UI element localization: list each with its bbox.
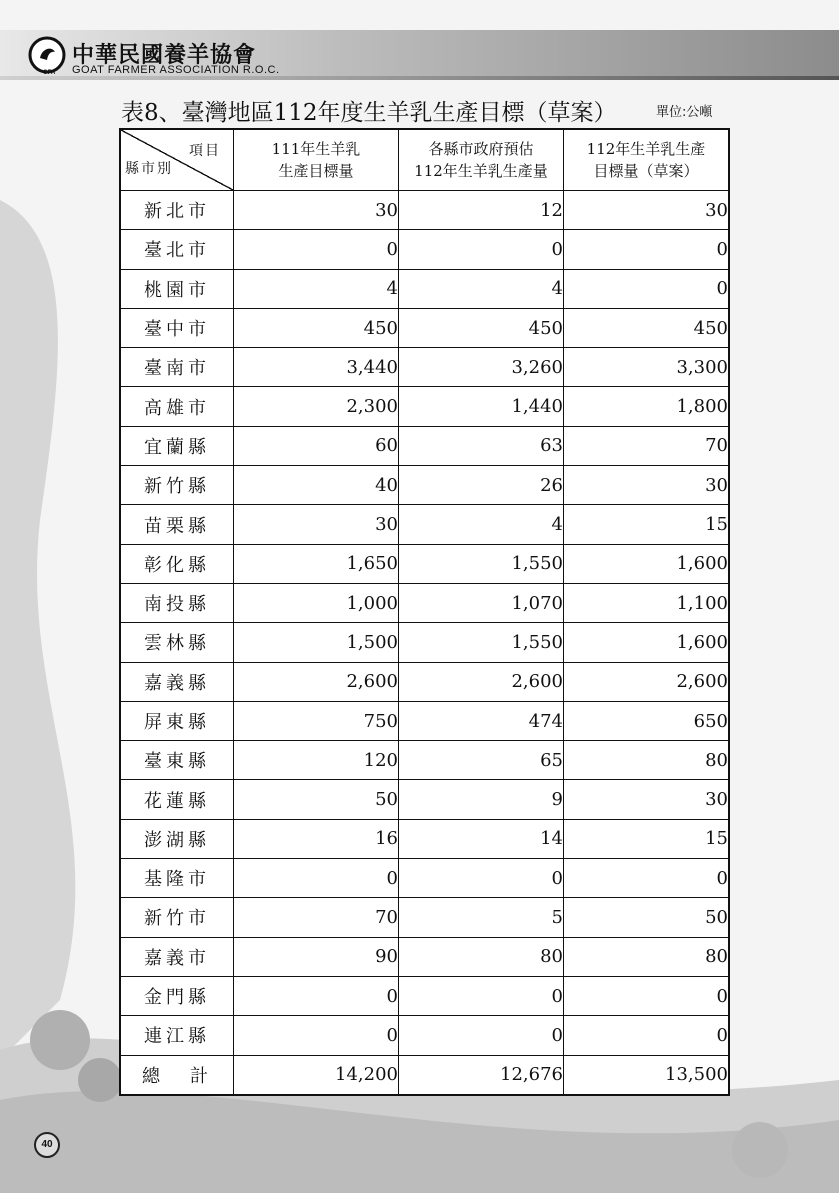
target-112-cell: 0: [564, 230, 730, 269]
table-row: [120, 466, 729, 505]
table-row: [120, 426, 729, 465]
estimate-112-cell: 63: [399, 426, 564, 465]
target-111-cell: 90: [234, 937, 399, 976]
target-112-cell: 30: [564, 191, 730, 230]
table-row: [120, 191, 729, 230]
target-112-cell: 2,600: [564, 662, 730, 701]
target-112-cell: 0: [564, 976, 730, 1015]
target-112-cell: 0: [564, 859, 730, 898]
table-row: [120, 583, 729, 622]
column-header-county-estimate: 各縣市政府預估 112年生羊乳生產量: [399, 129, 564, 191]
table-row: [120, 741, 729, 780]
estimate-112-cell: 1,550: [399, 623, 564, 662]
estimate-112-cell: 14: [399, 819, 564, 858]
county-cell: 新竹縣: [120, 466, 234, 505]
estimate-112-cell: 450: [399, 308, 564, 347]
total-row: [120, 1055, 729, 1095]
logo-abbreviation: GFA: [43, 70, 56, 76]
estimate-112-cell: 1,440: [399, 387, 564, 426]
total-estimate-cell: 12,676: [399, 1055, 564, 1095]
corner-header: [120, 129, 234, 191]
estimate-112-cell: 65: [399, 741, 564, 780]
target-111-cell: 30: [234, 505, 399, 544]
county-cell: 金門縣: [120, 976, 234, 1015]
target-111-cell: 4: [234, 269, 399, 308]
target-111-cell: 40: [234, 466, 399, 505]
county-cell: 屏東縣: [120, 701, 234, 740]
table-row: [120, 505, 729, 544]
estimate-112-cell: 12: [399, 191, 564, 230]
estimate-112-cell: 0: [399, 859, 564, 898]
target-112-cell: 3,300: [564, 348, 730, 387]
county-cell: 彰化縣: [120, 544, 234, 583]
column-header-111-target: 111年生羊乳 生產目標量: [234, 129, 399, 191]
table-row: [120, 308, 729, 347]
table-row: [120, 859, 729, 898]
table-header-row: [120, 129, 729, 191]
table-row: [120, 937, 729, 976]
county-cell: 新北市: [120, 191, 234, 230]
corner-top-label: 項目: [189, 143, 221, 159]
county-cell: 臺南市: [120, 348, 234, 387]
county-cell: 基隆市: [120, 859, 234, 898]
estimate-112-cell: 3,260: [399, 348, 564, 387]
brand-name-chinese: 中華民國養羊協會: [72, 43, 257, 68]
estimate-112-cell: 9: [399, 780, 564, 819]
county-cell: 宜蘭縣: [120, 426, 234, 465]
target-112-cell: 0: [564, 1016, 730, 1055]
table-row: [120, 348, 729, 387]
brand-name-english: GOAT FARMER ASSOCIATION R.O.C.: [72, 64, 280, 76]
target-111-cell: 120: [234, 741, 399, 780]
county-cell: 臺中市: [120, 308, 234, 347]
target-112-cell: 80: [564, 741, 730, 780]
county-cell: 高雄市: [120, 387, 234, 426]
county-cell: 嘉義縣: [120, 662, 234, 701]
estimate-112-cell: 0: [399, 1016, 564, 1055]
estimate-112-cell: 80: [399, 937, 564, 976]
table-row: [120, 387, 729, 426]
target-112-cell: 70: [564, 426, 730, 465]
target-112-cell: 80: [564, 937, 730, 976]
target-111-cell: 1,650: [234, 544, 399, 583]
unit-label: 單位:公噸: [656, 105, 713, 120]
target-111-cell: 2,600: [234, 662, 399, 701]
target-111-cell: 0: [234, 859, 399, 898]
target-111-cell: 750: [234, 701, 399, 740]
estimate-112-cell: 1,070: [399, 583, 564, 622]
target-112-cell: 15: [564, 819, 730, 858]
target-111-cell: 0: [234, 976, 399, 1015]
total-112-cell: 13,500: [564, 1055, 730, 1095]
estimate-112-cell: 0: [399, 976, 564, 1015]
target-111-cell: 2,300: [234, 387, 399, 426]
target-111-cell: 50: [234, 780, 399, 819]
table-row: [120, 269, 729, 308]
target-112-cell: 30: [564, 780, 730, 819]
table-row: [120, 780, 729, 819]
target-112-cell: 30: [564, 466, 730, 505]
target-111-cell: 1,000: [234, 583, 399, 622]
target-111-cell: 3,440: [234, 348, 399, 387]
column-header-112-target: 112年生羊乳生產 目標量（草案）: [564, 129, 730, 191]
county-cell: 臺北市: [120, 230, 234, 269]
table-row: [120, 623, 729, 662]
target-112-cell: 1,800: [564, 387, 730, 426]
target-112-cell: 15: [564, 505, 730, 544]
table-row: [120, 230, 729, 269]
target-111-cell: 16: [234, 819, 399, 858]
page-number: 40: [34, 1132, 60, 1158]
target-112-cell: 450: [564, 308, 730, 347]
target-111-cell: 30: [234, 191, 399, 230]
table-row: [120, 1016, 729, 1055]
target-112-cell: 650: [564, 701, 730, 740]
estimate-112-cell: 5: [399, 898, 564, 937]
total-label-cell: 總 計: [120, 1055, 234, 1095]
target-112-cell: 1,600: [564, 623, 730, 662]
corner-bottom-label: 縣市別: [125, 161, 173, 177]
estimate-112-cell: 0: [399, 230, 564, 269]
county-cell: 雲林縣: [120, 623, 234, 662]
target-112-cell: 0: [564, 269, 730, 308]
target-111-cell: 450: [234, 308, 399, 347]
table-row: [120, 976, 729, 1015]
goat-logo-icon: [28, 36, 66, 74]
table-title: 表8、臺灣地區112年度生羊乳生產目標（草案）: [121, 100, 617, 126]
county-cell: 新竹市: [120, 898, 234, 937]
target-112-cell: 1,100: [564, 583, 730, 622]
county-cell: 苗栗縣: [120, 505, 234, 544]
estimate-112-cell: 26: [399, 466, 564, 505]
table-row: [120, 662, 729, 701]
county-cell: 花蓮縣: [120, 780, 234, 819]
table-row: [120, 701, 729, 740]
target-112-cell: 1,600: [564, 544, 730, 583]
county-cell: 臺東縣: [120, 741, 234, 780]
estimate-112-cell: 1,550: [399, 544, 564, 583]
estimate-112-cell: 4: [399, 505, 564, 544]
estimate-112-cell: 4: [399, 269, 564, 308]
target-111-cell: 0: [234, 230, 399, 269]
target-111-cell: 1,500: [234, 623, 399, 662]
table-row: [120, 819, 729, 858]
estimate-112-cell: 2,600: [399, 662, 564, 701]
table-row: [120, 898, 729, 937]
production-target-table: [119, 128, 730, 1096]
county-cell: 連江縣: [120, 1016, 234, 1055]
total-111-cell: 14,200: [234, 1055, 399, 1095]
estimate-112-cell: 474: [399, 701, 564, 740]
county-cell: 南投縣: [120, 583, 234, 622]
county-cell: 桃園市: [120, 269, 234, 308]
target-111-cell: 70: [234, 898, 399, 937]
target-112-cell: 50: [564, 898, 730, 937]
target-111-cell: 60: [234, 426, 399, 465]
target-111-cell: 0: [234, 1016, 399, 1055]
table-row: [120, 544, 729, 583]
county-cell: 澎湖縣: [120, 819, 234, 858]
county-cell: 嘉義市: [120, 937, 234, 976]
